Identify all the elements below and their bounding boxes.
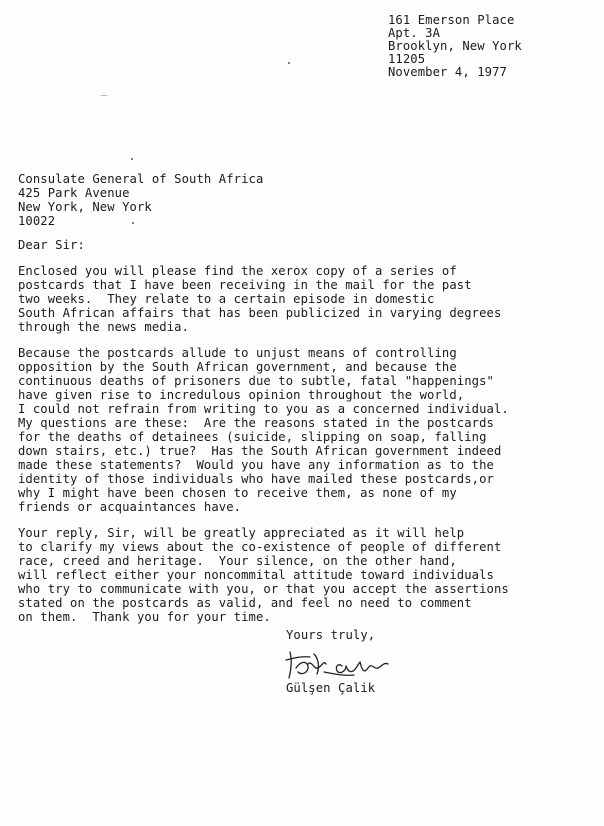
scan-speck	[288, 62, 290, 64]
recipient-zip: 10022	[18, 214, 56, 228]
paragraph-line: who try to communicate with you, or that you accept the assertions	[18, 582, 509, 596]
paragraph-line: identity of those individuals who have mailed these postcards,or	[18, 472, 494, 486]
recipient-street: 425 Park Avenue	[18, 186, 130, 200]
paragraph-line: Because the postcards allude to unjust means of controlling	[18, 346, 457, 360]
sender-city: Brooklyn, New York	[388, 39, 522, 53]
paragraph-line: race, creed and heritage. Your silence, on the other hand,	[18, 554, 457, 568]
paragraph-line: Your reply, Sir, will be greatly appreciated as it will help	[18, 526, 465, 540]
paragraph-line: I could not refrain from writing to you as a concerned individual.	[18, 402, 509, 416]
paragraph-line: made these statements? Would you have any information as to the	[18, 458, 494, 472]
paragraph-line: have given rise to incredulous opinion throughout the world,	[18, 388, 465, 402]
paragraph-line: continuous deaths of prisoners due to subtle, fatal "happenings"	[18, 374, 494, 388]
salutation: Dear Sir:	[18, 238, 85, 252]
paragraph-line: friends or acquaintances have.	[18, 500, 242, 514]
paragraph-line: down stairs, etc.) true? Has the South African government indeed	[18, 444, 502, 458]
closing: Yours truly,	[286, 628, 376, 642]
paragraph-line: through the news media.	[18, 320, 190, 334]
paragraph-line: stated on the postcards as valid, and feel no need to comment	[18, 596, 472, 610]
letter-date: November 4, 1977	[388, 65, 507, 79]
paragraph-line: why I might have been chosen to receive them, as none of my	[18, 486, 457, 500]
recipient-city: New York, New York	[18, 200, 152, 214]
paragraph-line: two weeks. They relate to a certain episode in domestic	[18, 292, 435, 306]
paragraph-line: will reflect either your noncommital attitude toward individuals	[18, 568, 494, 582]
handwritten-signature	[284, 648, 394, 682]
scan-speck	[132, 222, 134, 224]
scan-speck	[131, 158, 133, 160]
sender-street: 161 Emerson Place	[388, 13, 515, 27]
sender-apartment: Apt. 3A	[388, 26, 441, 40]
paragraph-line: to clarify my views about the co-existence of people of different	[18, 540, 502, 554]
recipient-name: Consulate General of South Africa	[18, 172, 264, 186]
paragraph-line: for the deaths of detainees (suicide, slipping on soap, falling	[18, 430, 487, 444]
scan-speck	[100, 95, 108, 96]
paragraph-line: postcards that I have been receiving in the mail for the past	[18, 278, 472, 292]
paragraph-line: opposition by the South African government, and because the	[18, 360, 457, 374]
paragraph-line: Enclosed you will please find the xerox copy of a series of	[18, 264, 457, 278]
sender-zip: 11205	[388, 52, 426, 66]
paragraph-line: South African affairs that has been publicized in varying degrees	[18, 306, 502, 320]
paragraph-line: on them. Thank you for your time.	[18, 610, 271, 624]
signatory-name: Gülşen Çalik	[286, 681, 376, 695]
paragraph-line: My questions are these: Are the reasons stated in the postcards	[18, 416, 494, 430]
